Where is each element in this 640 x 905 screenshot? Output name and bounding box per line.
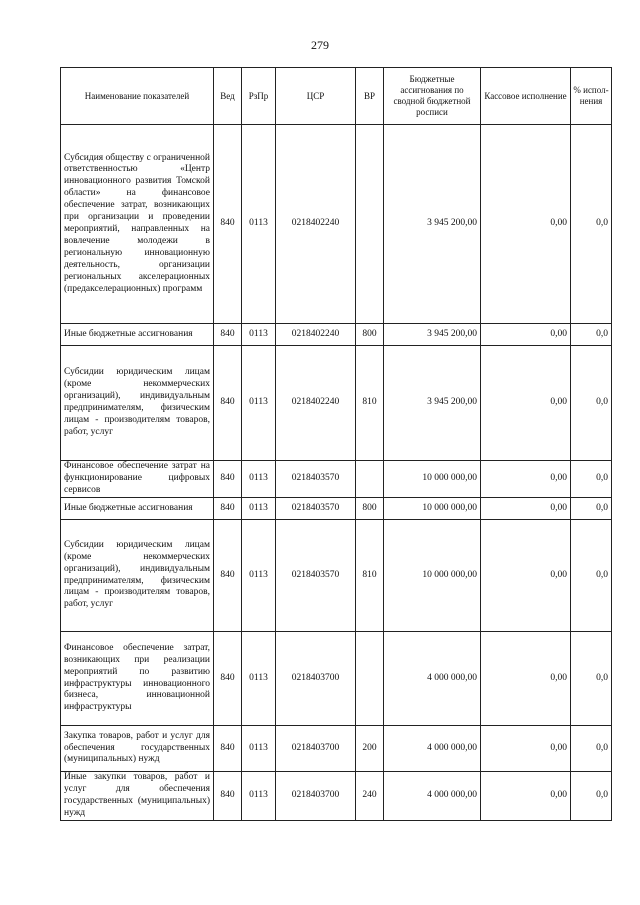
header-name: Наименование показателей: [61, 68, 214, 125]
table-row: [61, 498, 612, 520]
header-cash: Кассовое исполнение: [481, 68, 571, 125]
row-csr: 0218403570: [276, 520, 356, 632]
row-budget: 10 000 000,00: [384, 461, 481, 498]
row-percent: 0,0: [571, 125, 612, 324]
row-name: Финансовое обеспечение затрат на функционирование цифровых сервисов: [61, 461, 214, 498]
row-percent: 0,0: [571, 461, 612, 498]
table-row: [61, 772, 612, 821]
row-vr: 240: [356, 772, 384, 821]
row-name: Субсидии юридическим лицам (кроме некоммерческих организаций), индивидуальным предпринимателям, физическим лицам - производителям товаров, работ, услуг: [61, 520, 214, 632]
table-header-row: [61, 68, 612, 125]
row-cash: 0,00: [481, 520, 571, 632]
row-percent: 0,0: [571, 726, 612, 772]
row-name: Иные бюджетные ассигнования: [61, 498, 214, 520]
row-vr: 810: [356, 520, 384, 632]
table-row: [61, 520, 612, 632]
row-cash: 0,00: [481, 346, 571, 461]
row-rzpr: 0113: [242, 324, 276, 346]
row-ved: 840: [214, 346, 242, 461]
row-budget: 3 945 200,00: [384, 125, 481, 324]
row-ved: 840: [214, 632, 242, 726]
row-cash: 0,00: [481, 772, 571, 821]
row-rzpr: 0113: [242, 346, 276, 461]
row-cash: 0,00: [481, 461, 571, 498]
row-cash: 0,00: [481, 125, 571, 324]
row-cash: 0,00: [481, 632, 571, 726]
row-budget: 3 945 200,00: [384, 346, 481, 461]
row-percent: 0,0: [571, 498, 612, 520]
row-ved: 840: [214, 772, 242, 821]
table-row: [61, 726, 612, 772]
row-budget: 4 000 000,00: [384, 772, 481, 821]
row-rzpr: 0113: [242, 632, 276, 726]
row-cash: 0,00: [481, 498, 571, 520]
header-csr: ЦСР: [276, 68, 356, 125]
row-name: Субсидии юридическим лицам (кроме некоммерческих организаций), индивидуальным предпринимателям, физическим лицам - производителям товаров, работ, услуг: [61, 346, 214, 461]
row-rzpr: 0113: [242, 498, 276, 520]
row-name: Финансовое обеспечение затрат, возникающих при реализации мероприятий по развитию инфраструктуры инновационного бизнеса, инновационной инфраструктуры: [61, 632, 214, 726]
row-vr: 810: [356, 346, 384, 461]
row-name: Закупка товаров, работ и услуг для обеспечения государственных (муниципальных) нужд: [61, 726, 214, 772]
row-ved: 840: [214, 498, 242, 520]
table-row: [61, 324, 612, 346]
row-percent: 0,0: [571, 632, 612, 726]
row-cash: 0,00: [481, 726, 571, 772]
row-csr: 0218402240: [276, 125, 356, 324]
row-budget: 4 000 000,00: [384, 726, 481, 772]
header-vr: ВР: [356, 68, 384, 125]
table-row: [61, 632, 612, 726]
row-percent: 0,0: [571, 346, 612, 461]
row-budget: 4 000 000,00: [384, 632, 481, 726]
row-ved: 840: [214, 324, 242, 346]
row-cash: 0,00: [481, 324, 571, 346]
row-budget: 10 000 000,00: [384, 520, 481, 632]
header-percent: % испол-нения: [571, 68, 612, 125]
row-percent: 0,0: [571, 324, 612, 346]
row-name: Иные бюджетные ассигнования: [61, 324, 214, 346]
row-budget: 3 945 200,00: [384, 324, 481, 346]
row-vr: 200: [356, 726, 384, 772]
row-csr: 0218403700: [276, 632, 356, 726]
table-row: [61, 346, 612, 461]
row-rzpr: 0113: [242, 125, 276, 324]
row-vr: 800: [356, 498, 384, 520]
row-budget: 10 000 000,00: [384, 498, 481, 520]
row-ved: 840: [214, 726, 242, 772]
row-vr: [356, 125, 384, 324]
row-csr: 0218402240: [276, 346, 356, 461]
row-csr: 0218403570: [276, 498, 356, 520]
page-number: 279: [311, 38, 329, 52]
row-csr: 0218403570: [276, 461, 356, 498]
row-csr: 0218403700: [276, 772, 356, 821]
row-csr: 0218403700: [276, 726, 356, 772]
row-ved: 840: [214, 125, 242, 324]
row-name: Субсидия обществу с ограниченной ответственностью «Центр инновационного развития Томской области» на финансовое обеспечение затрат, возникающих при организации и проведении мероприятий, направленных на вовлечение молодежи в региональную инновационную деятельность, организации региональных акселерационных (предакселерационных) программ: [61, 125, 214, 324]
row-ved: 840: [214, 520, 242, 632]
row-name: Иные закупки товаров, работ и услуг для обеспечения государственных (муниципальных) нужд: [61, 772, 214, 821]
row-vr: [356, 632, 384, 726]
row-ved: 840: [214, 461, 242, 498]
row-percent: 0,0: [571, 772, 612, 821]
row-rzpr: 0113: [242, 461, 276, 498]
row-vr: 800: [356, 324, 384, 346]
row-rzpr: 0113: [242, 726, 276, 772]
row-rzpr: 0113: [242, 520, 276, 632]
row-percent: 0,0: [571, 520, 612, 632]
row-csr: 0218402240: [276, 324, 356, 346]
budget-execution-table: [60, 67, 612, 821]
row-vr: [356, 461, 384, 498]
header-rzpr: РзПр: [242, 68, 276, 125]
header-ved: Вед: [214, 68, 242, 125]
header-budget: Бюджетные ассигнования по сводной бюджетной росписи: [384, 68, 481, 125]
table-row: [61, 125, 612, 324]
table-row: [61, 461, 612, 498]
row-rzpr: 0113: [242, 772, 276, 821]
